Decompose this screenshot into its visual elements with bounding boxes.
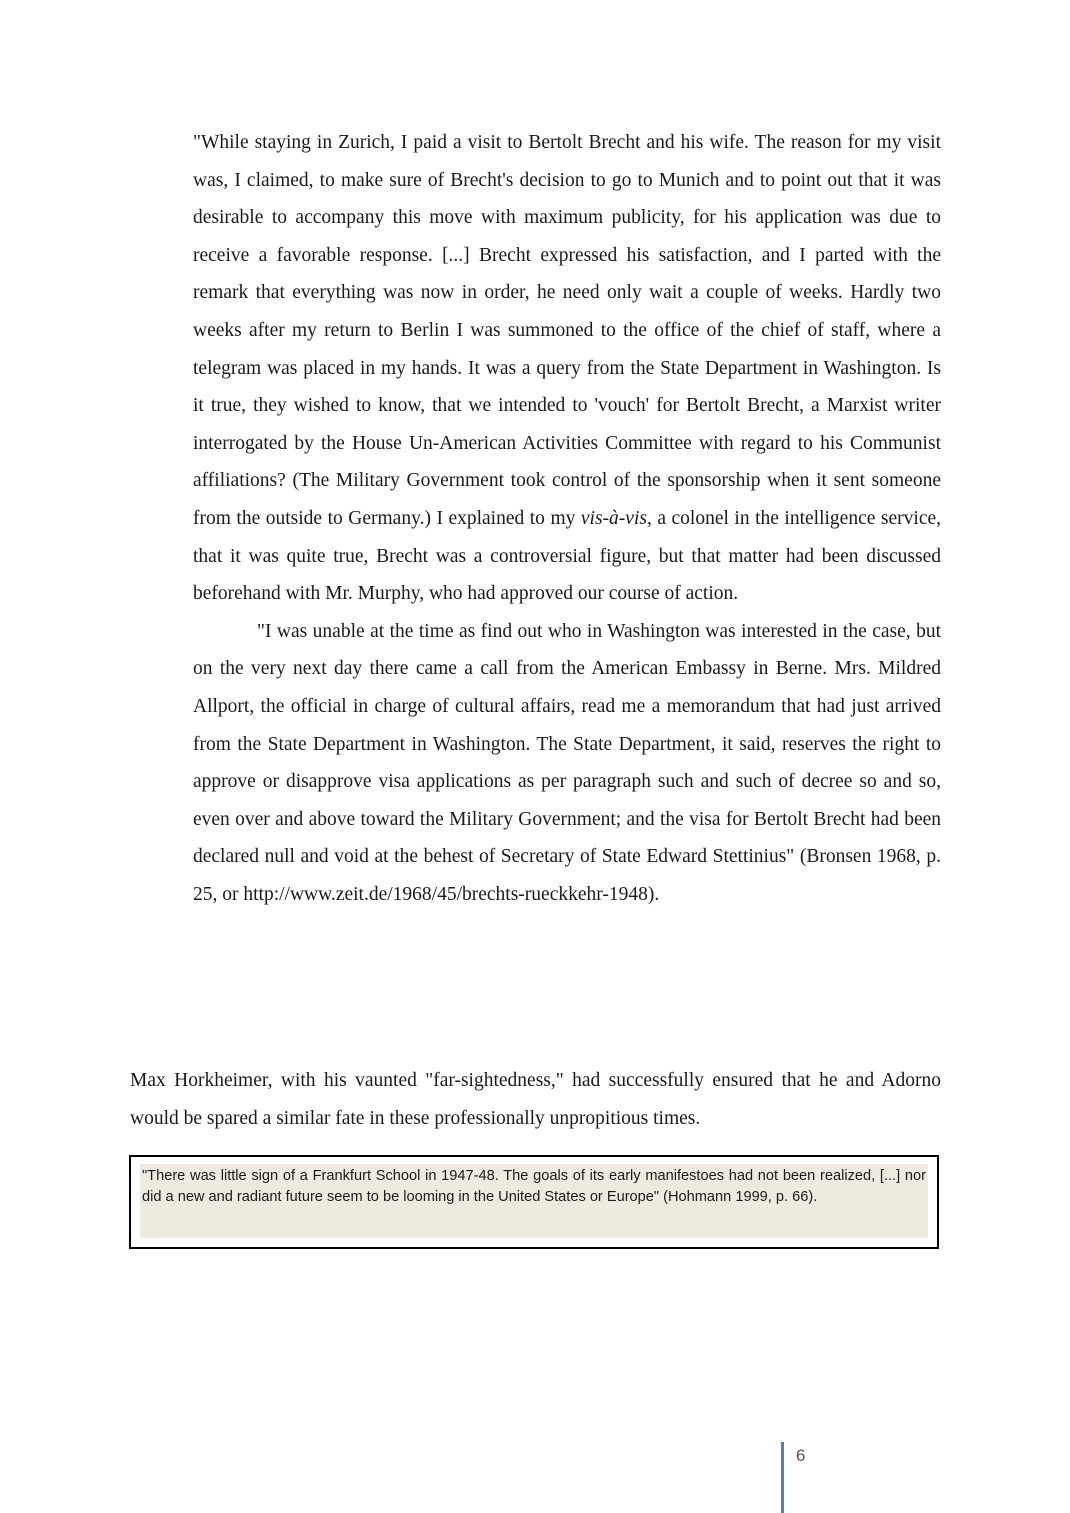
italic-term: vis-à-vis: [580, 507, 647, 529]
page-footer: [781, 1442, 806, 1513]
source-url: http://www.zeit.de/1968/45/brechts-rueckkehr-1948: [243, 883, 648, 905]
quote-text: "I was unable at the time as find out who in Washington was interested in the case, but on the very next day there came a call from the American Embassy in Berne. Mrs. Mildred Allport, the official in charge of cultural affairs, read me a memorandum that had just arrived from the State Department in Washington. The State Department, it said, reserves the right to approve or disapprove visa applications as per paragraph such and such of decree so and so, even over and above toward the Military Government; and the visa for Bertolt Brecht had been declared null and void at the behest of Secretary of State Edward Stettinius" (Bronsen 1968, p. 25, or: [193, 620, 941, 905]
callout-quote-text: "There was little sign of a Frankfurt School in 1947-48. The goals of its early manifestoes had not been realized, [...] nor did a new and radiant future seem to be looming in the United States or Europe" (Hohmann 1999, p. 66).: [140, 1164, 928, 1238]
quote-paragraph-2: [193, 613, 941, 914]
quote-text: "While staying in Zurich, I paid a visit to Bertolt Brecht and his wife. The reason for my visit was, I claimed, to make sure of Brecht's decision to go to Munich and to point out that it was desirable to accompany this move with maximum publicity, for his application was due to receive a favorable response. [...] Brecht expressed his satisfaction, and I parted with the remark that everything was now in order, he need only wait a couple of weeks. Hardly two weeks after my return to Berlin I was summoned to the office of the chief of staff, where a telegram was placed in my hands. It was a query from the State Department in Washington. Is it true, they wished to know, that we intended to 'vouch' for Bertolt Brecht, a Marxist writer interrogated by the House Un-American Activities Committee with regard to his Communist affiliations? (The Military Government took control of the sponsorship when it sent someone from the outside to Germany.) I explained to my: [193, 132, 941, 529]
block-quote: [193, 124, 941, 913]
quote-text: , a colonel in the intelligence service, that it was quite true, Brecht was a controversial figure, but that matter had been discussed beforehand with Mr. Murphy, who had approved our course of action.: [193, 507, 941, 605]
quote-paragraph-1: [193, 124, 941, 613]
quote-closing: ).: [647, 883, 660, 905]
body-paragraph: Max Horkheimer, with his vaunted "far-sightedness," had successfully ensured that he and Adorno would be spared a similar fate in these professionally unpropitious times.: [130, 1070, 941, 1129]
callout-box: [129, 1155, 939, 1249]
page-number: 6: [796, 1446, 806, 1465]
